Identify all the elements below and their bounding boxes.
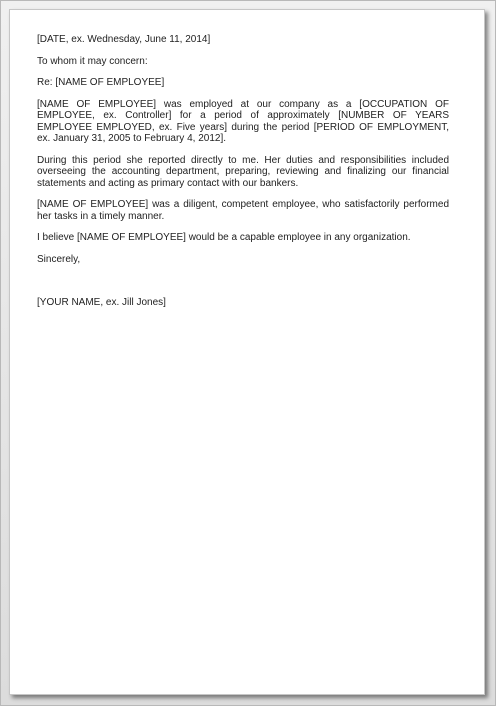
letter-paragraph-employment: [NAME OF EMPLOYEE] was employed at our company as a [OCCUPATION OF EMPLOYEE, ex. Controller] for a period of approximately [NUMBER OF YEARS EMPLOYEE EMPLOYED, ex. Five years] during the period [PERIOD OF EMPLOYMENT, ex. January 31, 2005 to February 4, 2012]. xyxy=(37,98,449,144)
letter-paragraph-duties: During this period she reported directly to me. Her duties and responsibilities included overseeing the accounting department, preparing, reviewing and finalizing our financial statements and acting as primary contact with our bankers. xyxy=(37,154,449,189)
letter-closing: Sincerely, xyxy=(37,253,81,265)
letter-date: [DATE, ex. Wednesday, June 11, 2014] xyxy=(37,34,211,45)
letter-signature: [YOUR NAME, ex. Jill Jones] xyxy=(37,297,166,308)
letter-page xyxy=(9,9,485,695)
letter-re-line: Re: [NAME OF EMPLOYEE] xyxy=(37,77,165,88)
letter-paragraph-performance: [NAME OF EMPLOYEE] was a diligent, competent employee, who satisfactorily performed her tasks in a timely manner. xyxy=(37,199,449,222)
letter-paragraph-recommendation: I believe [NAME OF EMPLOYEE] would be a capable employee in any organization. xyxy=(37,232,411,243)
letter-body xyxy=(37,34,449,319)
letter-salutation: To whom it may concern: xyxy=(37,55,148,67)
